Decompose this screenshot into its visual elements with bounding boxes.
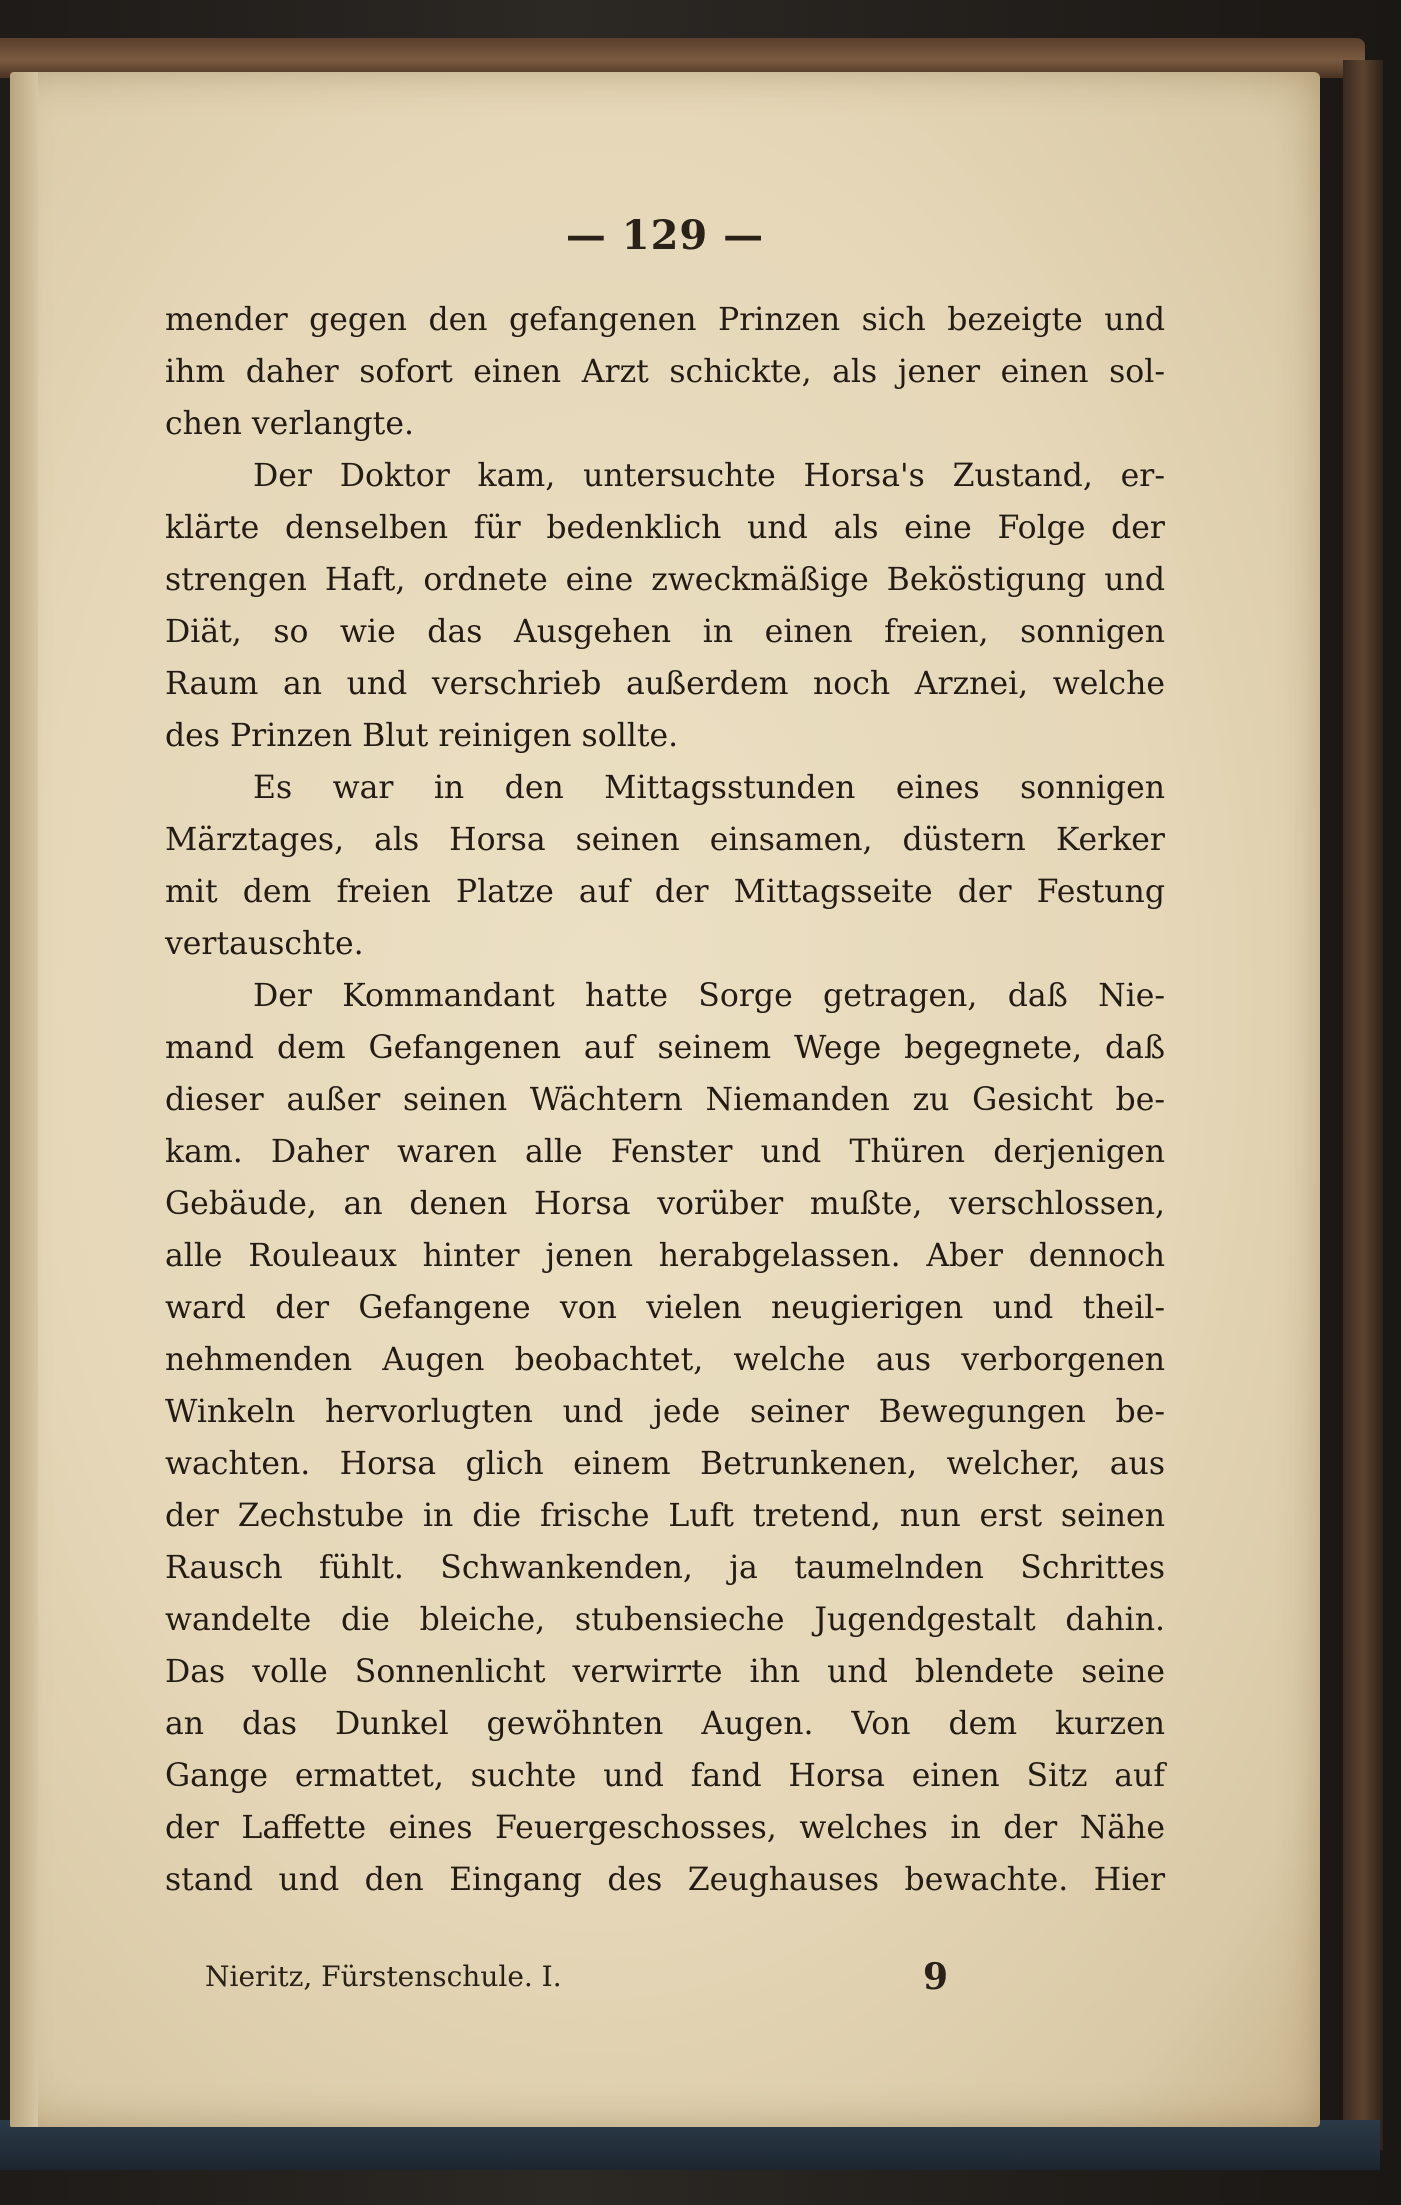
text-line: ihm daher sofort einen Arzt schickte, als jener einen sol- bbox=[165, 354, 1165, 390]
text-line: Gebäude, an denen Horsa vorüber mußte, verschlossen, bbox=[165, 1186, 1165, 1222]
text-line: der Zechstube in die frische Luft tretend, nun erst seinen bbox=[165, 1498, 1165, 1534]
text-line: Es war in den Mittagsstunden eines sonnigen bbox=[253, 770, 1165, 806]
paper-page bbox=[10, 72, 1320, 2127]
text-line: alle Rouleaux hinter jenen herabgelassen. Aber dennoch bbox=[165, 1238, 1165, 1274]
body-text bbox=[165, 294, 1165, 1906]
text-line: Gange ermattet, suchte und fand Horsa einen Sitz auf bbox=[165, 1758, 1165, 1794]
text-line: mender gegen den gefangenen Prinzen sich bezeigte und bbox=[165, 302, 1165, 338]
text-line: Der Doktor kam, untersuchte Horsa's Zustand, er- bbox=[253, 458, 1165, 494]
text-line: Raum an und verschrieb außerdem noch Arznei, welche bbox=[165, 666, 1165, 702]
text-line: mand dem Gefangenen auf seinem Wege begegnete, daß bbox=[165, 1030, 1165, 1066]
text-line: des Prinzen Blut reinigen sollte. bbox=[165, 718, 679, 754]
text-line: ward der Gefangene von vielen neugierigen und theil- bbox=[165, 1290, 1165, 1326]
text-line: chen verlangte. bbox=[165, 406, 414, 442]
sheet-signature-mark: 9 bbox=[923, 1956, 949, 1998]
text-line: Der Kommandant hatte Sorge getragen, daß Nie- bbox=[253, 978, 1165, 1014]
text-line: Das volle Sonnenlicht verwirrte ihn und blendete seine bbox=[165, 1654, 1165, 1690]
text-line: Diät, so wie das Ausgehen in einen freien, sonnigen bbox=[165, 614, 1165, 650]
text-line: stand und den Eingang des Zeughauses bewachte. Hier bbox=[165, 1862, 1165, 1898]
page-number-header: — 129 — bbox=[565, 212, 765, 259]
text-line: strengen Haft, ordnete eine zweckmäßige Beköstigung und bbox=[165, 562, 1165, 598]
text-line: der Laffette eines Feuergeschosses, welches in der Nähe bbox=[165, 1810, 1165, 1846]
text-line: Rausch fühlt. Schwankenden, ja taumelnden Schrittes bbox=[165, 1550, 1165, 1586]
page-gutter bbox=[10, 72, 38, 2127]
text-line: Winkeln hervorlugten und jede seiner Bewegungen be- bbox=[165, 1394, 1165, 1430]
text-line: wachten. Horsa glich einem Betrunkenen, welcher, aus bbox=[165, 1446, 1165, 1482]
scan-background-bottom bbox=[0, 2120, 1380, 2170]
page-footer bbox=[205, 1956, 965, 1998]
text-line: vertauschte. bbox=[165, 926, 364, 962]
footer-imprint: Nieritz, Fürstenschule. I. bbox=[205, 1960, 562, 1993]
text-line: an das Dunkel gewöhnten Augen. Von dem kurzen bbox=[165, 1706, 1165, 1742]
text-line: klärte denselben für bedenklich und als eine Folge der bbox=[165, 510, 1165, 546]
text-line: dieser außer seinen Wächtern Niemanden zu Gesicht be- bbox=[165, 1082, 1165, 1118]
text-line: kam. Daher waren alle Fenster und Thüren derjenigen bbox=[165, 1134, 1165, 1170]
text-line: Märztages, als Horsa seinen einsamen, düstern Kerker bbox=[165, 822, 1165, 858]
text-line: nehmenden Augen beobachtet, welche aus verborgenen bbox=[165, 1342, 1165, 1378]
text-line: wandelte die bleiche, stubensieche Jugendgestalt dahin. bbox=[165, 1602, 1165, 1638]
text-line: mit dem freien Platze auf der Mittagsseite der Festung bbox=[165, 874, 1165, 910]
book-cover-right-edge bbox=[1343, 60, 1383, 2150]
